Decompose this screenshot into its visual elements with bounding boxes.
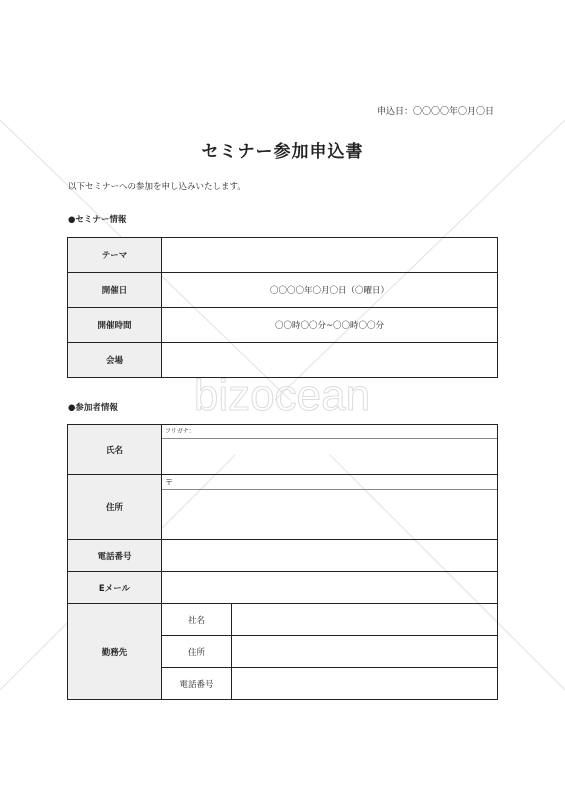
application-date: 申込日：〇〇〇〇年〇月〇日 <box>376 107 494 117</box>
seminar-info-table <box>67 237 498 378</box>
seminar-section-heading: ●セミナー情報 <box>68 215 127 225</box>
date-label: 開催日 <box>68 273 162 308</box>
page-title: セミナー参加申込書 <box>201 142 364 162</box>
table-row <box>68 425 498 475</box>
venue-field[interactable] <box>162 343 498 378</box>
table-row <box>68 343 498 378</box>
company-name-field[interactable] <box>232 604 498 636</box>
venue-label: 会場 <box>68 343 162 378</box>
name-field[interactable] <box>162 425 498 475</box>
furigana-label: フリガナ： <box>162 425 497 439</box>
table-row <box>68 572 498 604</box>
workplace-label: 勤務先 <box>68 604 162 700</box>
table-row <box>68 273 498 308</box>
company-phone-label: 電話番号 <box>162 668 232 700</box>
email-label: Eメール <box>68 572 162 604</box>
table-row <box>68 540 498 572</box>
address-field[interactable] <box>162 475 498 540</box>
watermark-text: bizocean <box>193 371 371 420</box>
time-field[interactable]: 〇〇時〇〇分~〇〇時〇〇分 <box>162 308 498 343</box>
date-field[interactable]: 〇〇〇〇年〇月〇日（〇曜日） <box>162 273 498 308</box>
company-address-label: 住所 <box>162 636 232 668</box>
table-row <box>68 238 498 273</box>
table-row <box>68 308 498 343</box>
table-row <box>68 604 498 636</box>
email-field[interactable] <box>162 572 498 604</box>
time-label: 開催時間 <box>68 308 162 343</box>
postal-mark: 〒 <box>162 475 497 490</box>
company-name-label: 社名 <box>162 604 232 636</box>
theme-field[interactable] <box>162 238 498 273</box>
theme-label: テーマ <box>68 238 162 273</box>
intro-text: 以下セミナーへの参加を申し込みいたします。 <box>68 182 246 192</box>
company-address-field[interactable] <box>232 636 498 668</box>
participant-section-heading: ●参加者情報 <box>68 403 118 413</box>
phone-label: 電話番号 <box>68 540 162 572</box>
phone-field[interactable] <box>162 540 498 572</box>
company-phone-field[interactable] <box>232 668 498 700</box>
name-label: 氏名 <box>68 425 162 475</box>
participant-info-table <box>67 424 498 700</box>
table-row <box>68 475 498 540</box>
address-label: 住所 <box>68 475 162 540</box>
